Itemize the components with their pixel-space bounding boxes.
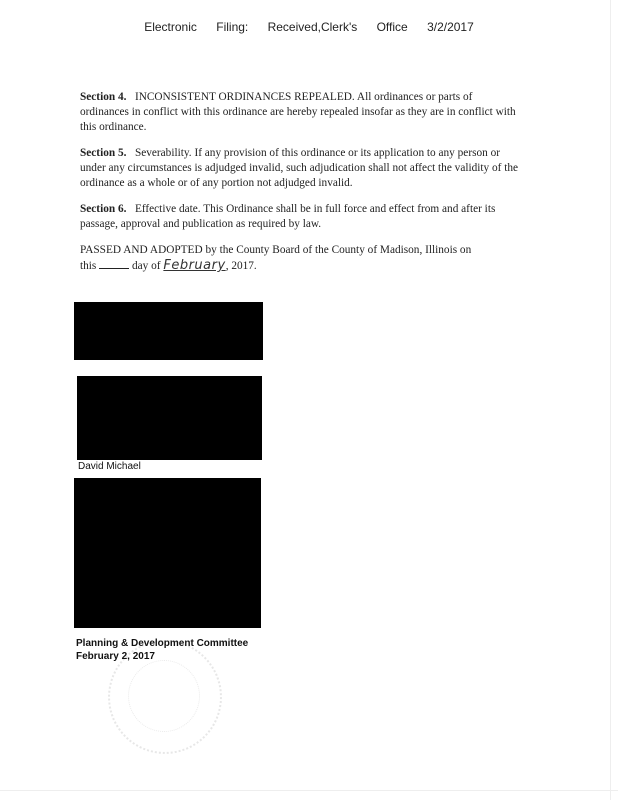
redacted-signature-1 <box>74 302 263 360</box>
committee-name: Planning & Development Committee <box>76 638 249 649</box>
passed-this: this <box>80 260 97 272</box>
redacted-signature-2 <box>77 376 262 460</box>
signer-name: David Michael <box>78 461 141 472</box>
redacted-signature-3 <box>74 478 261 628</box>
passed-adopted <box>80 243 520 274</box>
filing-header <box>0 20 618 34</box>
section-5 <box>80 146 520 191</box>
page-edge-bottom <box>0 790 618 791</box>
header-filing: Filing: <box>216 20 249 34</box>
passed-day-of: day of <box>131 260 161 272</box>
day-blank <box>99 258 129 269</box>
committee-block <box>76 637 248 663</box>
passed-year: , 2017. <box>225 260 257 272</box>
section-5-label: Section 5. <box>80 147 127 159</box>
passed-line1: PASSED AND ADOPTED by the County Board of the County of Madison, Illinois on <box>80 244 472 256</box>
committee-date: February 2, 2017 <box>76 651 155 662</box>
section-4 <box>80 90 520 135</box>
section-6-text: Effective date. This Ordinance shall be in full force and effect from and after its passage, approval and publication as required by law. <box>80 203 496 230</box>
header-date: 3/2/2017 <box>427 20 474 34</box>
page-edge-right <box>610 0 611 800</box>
section-5-text: Severability. If any provision of this ordinance or its application to any person or under any circumstances is adjudged invalid, such adjudication shall not affect the validity of the ordinance as a whole or of any portion not adjudged invalid. <box>80 147 519 189</box>
header-received: Received,Clerk's <box>267 20 358 34</box>
header-electronic: Electronic <box>144 20 197 34</box>
handwritten-month: February <box>163 258 226 273</box>
section-6-label: Section 6. <box>80 203 127 215</box>
header-office: Office <box>376 20 408 34</box>
section-6 <box>80 202 520 232</box>
section-4-label: Section 4. <box>80 91 127 103</box>
section-4-text: INCONSISTENT ORDINANCES REPEALED. All ordinances or parts of ordinances in conflict with this ordinance are hereby repealed insofar as they are in conflict with this ordinance. <box>80 91 516 133</box>
